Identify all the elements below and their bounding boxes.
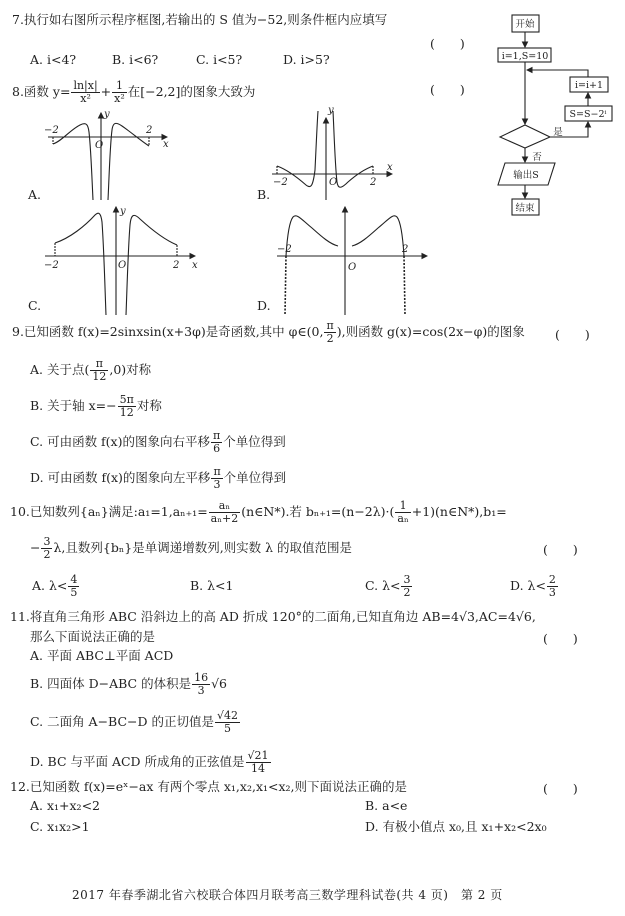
- q12-stem: 12.已知函数 f(x)=eˣ−ax 有两个零点 x₁,x₂,x₁<x₂,则下面说法正确的是: [10, 779, 408, 794]
- flow-start-text: 开始: [515, 19, 535, 30]
- graph-c-x: x: [192, 260, 198, 271]
- graph-b-origin: O: [329, 177, 338, 188]
- graph-d-label: D.: [257, 298, 271, 313]
- q12-option-d: D. 有极小值点 x₀,且 x₁+x₂<2x₀: [365, 819, 547, 834]
- graph-b-label: B.: [257, 187, 271, 202]
- graph-b-y: y: [328, 105, 334, 116]
- q9-stem: 9.已知函数 f(x)=2sinxsin(x+3φ)是奇函数,其中 φ∈(0, $\frac{\pi}{2}$ ),则函数 g(x)=cos(2x−φ)的图象: [12, 319, 525, 345]
- q11-option-d: D. BC 与平面 ACD 所成角的正弦值是 $\frac{√21}{14}$: [30, 749, 269, 775]
- flow-init-text: i=1,S=10: [501, 51, 549, 62]
- graph-d-curve-right: [352, 216, 404, 256]
- q11-option-a: A. 平面 ABC⊥平面 ACD: [30, 648, 174, 663]
- page-footer: 2017 年春季湖北省六校联合体四月联考高三数学理科试卷(共 4 页) 第 2 页: [72, 888, 503, 902]
- flow-output-text: 输出S: [513, 170, 539, 181]
- graph-a-y: y: [104, 109, 110, 120]
- graph-a-origin: O: [95, 140, 104, 151]
- q9-answer-paren: ( ): [555, 327, 590, 342]
- flow-no-label: 否: [532, 152, 542, 163]
- graph-d-origin: O: [348, 262, 357, 273]
- q8-stem-pre: 8.函数 y=: [12, 84, 71, 99]
- graph-c-label: C.: [28, 298, 42, 313]
- q8-frac2: $\frac{1}{\text{x²}}$: [114, 79, 125, 105]
- q8-stem: 8.函数 y= $\frac{\ln|x|}{\text{x²}}$ + $\frac{1}{\text{x²}}$ 在[−2,2]的图象大致为: [12, 79, 256, 105]
- q10-option-b: B. λ<1: [190, 578, 234, 593]
- q10-option-a: A. λ< $\frac{4}{5}$: [32, 573, 78, 599]
- graph-a-neg2: −2: [44, 125, 59, 136]
- flow-yes-label: 是: [553, 127, 563, 138]
- q7-option-a: A. i<4?: [30, 52, 77, 67]
- q12-option-b: B. a<e: [365, 798, 408, 813]
- q7-option-d: D. i>5?: [283, 52, 330, 67]
- graph-b-x: x: [387, 162, 393, 173]
- flow-update-s-text: S=S−2ⁱ: [569, 109, 607, 120]
- q10-stem-line1: 10.已知数列{aₙ}满足:a₁=1,aₙ₊₁= $\frac{\text{aₙ}}{\text{aₙ+2}}$ (n∈N*).若 bₙ₊₁=(n−2λ)·( $\frac{1}{\text{aₙ}}$ +1)(n∈N*),b₁=: [10, 499, 507, 525]
- q12-answer-paren: ( ): [543, 781, 578, 796]
- graph-b-pos2: 2: [370, 177, 377, 188]
- graph-a-pos2: 2: [146, 125, 153, 136]
- q9-option-a: A. 关于点( $\frac{\pi}{12}$ ,0)对称: [30, 357, 152, 383]
- q7-option-b: B. i<6?: [112, 52, 159, 67]
- q7-answer-paren: ( ): [430, 36, 465, 51]
- graph-c-neg2: −2: [44, 260, 59, 271]
- q12-option-c: C. x₁x₂>1: [30, 819, 90, 834]
- graph-c-curve-right: [126, 215, 180, 315]
- graph-a-curve-left: [53, 124, 93, 200]
- graph-b-neg2: −2: [273, 177, 288, 188]
- q10-option-c: C. λ< $\frac{3}{2}$: [365, 573, 411, 599]
- graph-c-y: y: [120, 206, 126, 217]
- graph-d-neg2: −2: [277, 244, 292, 255]
- q8-answer-paren: ( ): [430, 82, 465, 97]
- graph-c-pos2: 2: [173, 260, 180, 271]
- graph-a-curve-right: [108, 123, 149, 200]
- graph-d-pos2: 2: [402, 244, 409, 255]
- q11-answer-paren: ( ): [543, 631, 578, 646]
- q8-stem-post: 在[−2,2]的图象大致为: [127, 84, 256, 99]
- graph-a-label: A.: [28, 187, 42, 202]
- q10-answer-paren: ( ): [543, 542, 578, 557]
- q9-option-b: B. 关于轴 x=− $\frac{5\pi}{12}$ 对称: [30, 393, 162, 419]
- q11-option-b: B. 四面体 D−ABC 的体积是 $\frac{16}{3}$ √6: [30, 671, 228, 697]
- q7-stem: 7.执行如右图所示程序框图,若输出的 S 值为−52,则条件框内应填写: [12, 12, 388, 27]
- q9-option-c: C. 可由函数 f(x)的图象向右平移 $\frac{\pi}{6}$ 个单位得到: [30, 429, 286, 455]
- graph-c-curve-left: [55, 213, 106, 315]
- q11-stem-line1: 11.将直角三角形 ABC 沿斜边上的高 AD 折成 120°的二面角,已知直角边 AB=4√3,AC=4√6,: [10, 609, 536, 624]
- graph-c-origin: O: [118, 260, 127, 271]
- flow-end-text: 结束: [515, 203, 535, 214]
- q11-stem-line2: 那么下面说法正确的是: [30, 629, 156, 644]
- graph-a-x: x: [163, 139, 169, 150]
- graph-d-curve-left: [286, 216, 338, 256]
- q11-option-c: C. 二面角 A−BC−D 的正切值是 $\frac{√42}{5}$: [30, 709, 239, 735]
- q7-option-c: C. i<5?: [196, 52, 243, 67]
- graph-d: [277, 207, 427, 315]
- graph-b-curve-right: [333, 111, 373, 187]
- q9-option-d: D. 可由函数 f(x)的图象向左平移 $\frac{\pi}{3}$ 个单位得到: [30, 465, 287, 491]
- graph-b-curve-left: [277, 111, 318, 187]
- q10-stem-line2: − $\frac{3}{2}$ λ,且数列{bₙ}是单调递增数列,则实数 λ 的取值范围是: [30, 535, 353, 561]
- flow-condition-diamond: [500, 125, 550, 148]
- flow-update-i-text: i=i+1: [574, 80, 604, 91]
- q8-frac1: $\frac{\ln|x|}{\text{x²}}$: [73, 79, 98, 105]
- q12-option-a: A. x₁+x₂<2: [30, 798, 100, 813]
- q10-option-d: D. λ< $\frac{2}{3}$: [510, 573, 556, 599]
